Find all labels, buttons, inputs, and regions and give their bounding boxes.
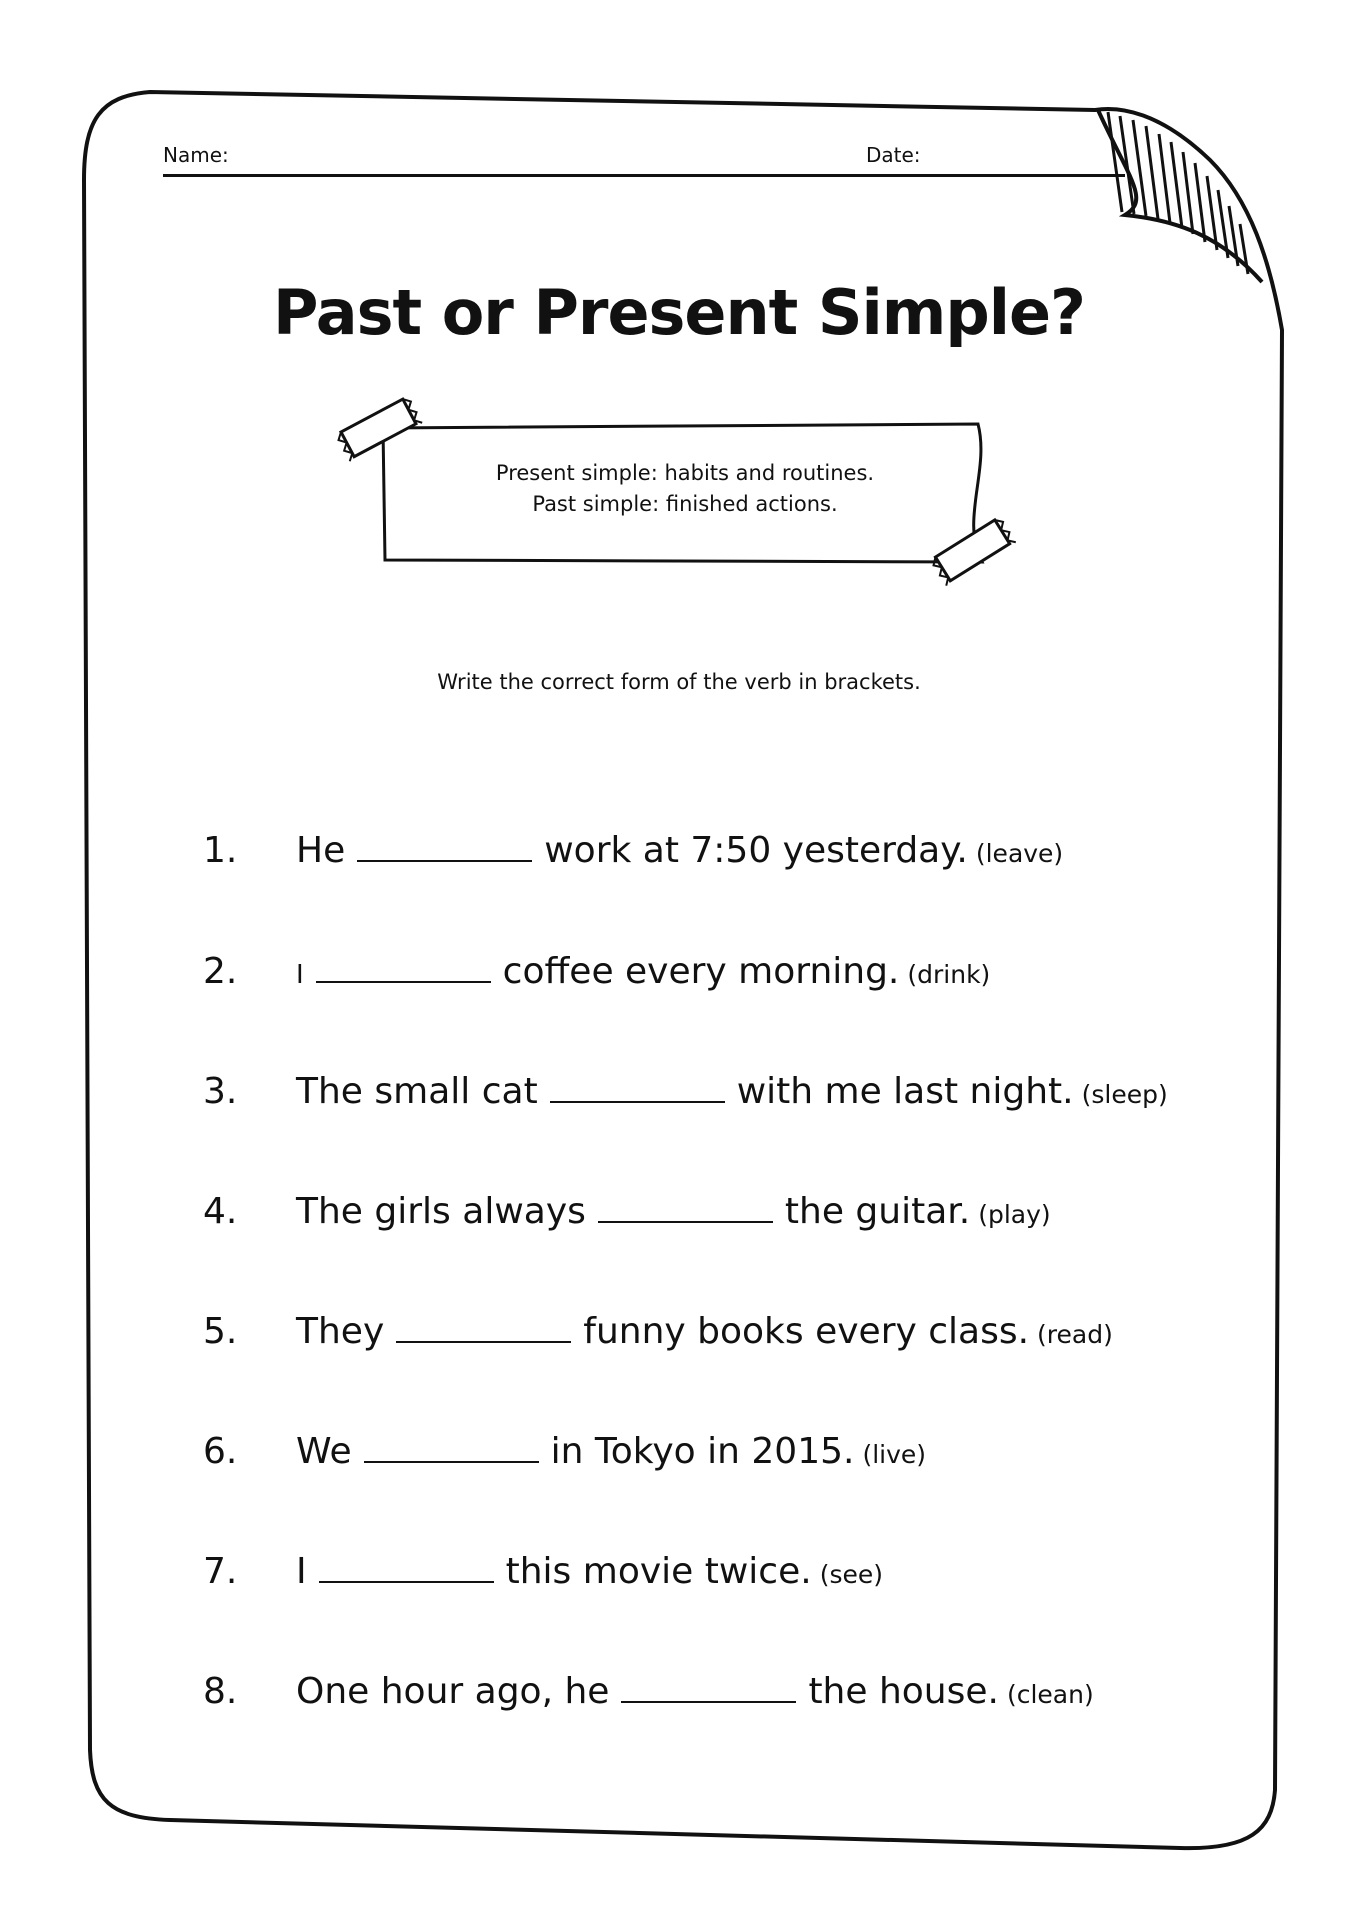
header-rule	[163, 174, 1125, 177]
verb-hint: (drink)	[907, 960, 991, 989]
question-sentence	[296, 951, 990, 992]
question-before: The girls always	[296, 1191, 586, 1232]
answer-blank[interactable]	[598, 1191, 773, 1223]
question-after: the house.	[808, 1671, 999, 1712]
question-item	[0, 830, 1358, 890]
verb-hint: (play)	[978, 1200, 1051, 1229]
question-sentence	[296, 1071, 1168, 1112]
question-before: He	[296, 830, 346, 871]
question-sentence	[296, 1431, 926, 1472]
answer-blank[interactable]	[319, 1551, 494, 1583]
question-after: the guitar.	[784, 1191, 971, 1232]
question-after: in Tokyo in 2015.	[550, 1431, 855, 1472]
instruction-text: Write the correct form of the verb in brackets.	[437, 670, 921, 694]
verb-hint: (see)	[819, 1560, 883, 1589]
question-item	[0, 1431, 1358, 1491]
verb-hint: (leave)	[975, 839, 1064, 868]
question-item	[0, 1551, 1358, 1611]
question-after: coffee every morning.	[502, 951, 900, 992]
answer-blank[interactable]	[621, 1671, 796, 1703]
question-after: work at 7:50 yesterday.	[544, 830, 968, 871]
question-item	[0, 1311, 1358, 1371]
question-item	[0, 1071, 1358, 1131]
question-before: We	[296, 1431, 352, 1472]
page-title: Past or Present Simple?	[272, 276, 1086, 349]
answer-blank[interactable]	[550, 1071, 725, 1103]
question-before: I	[296, 960, 304, 990]
answer-blank[interactable]	[396, 1311, 571, 1343]
question-item	[0, 1191, 1358, 1251]
question-number: 5.	[203, 1311, 238, 1352]
verb-hint: (sleep)	[1081, 1080, 1168, 1109]
question-sentence	[296, 1551, 883, 1592]
answer-blank[interactable]	[357, 830, 532, 862]
question-sentence	[296, 1191, 1051, 1232]
name-label: Name:	[163, 143, 229, 167]
question-number: 7.	[203, 1551, 238, 1592]
question-item	[0, 1671, 1358, 1731]
question-number: 6.	[203, 1431, 238, 1472]
question-after: with me last night.	[736, 1071, 1074, 1112]
question-sentence	[296, 1671, 1094, 1712]
note-text	[390, 458, 980, 520]
question-number: 1.	[203, 830, 238, 871]
question-sentence	[296, 1311, 1113, 1352]
question-item	[0, 951, 1358, 1011]
question-number: 8.	[203, 1671, 238, 1712]
answer-blank[interactable]	[316, 951, 491, 983]
question-number: 4.	[203, 1191, 238, 1232]
verb-hint: (clean)	[1006, 1680, 1094, 1709]
question-after: this movie twice.	[505, 1551, 812, 1592]
verb-hint: (read)	[1037, 1320, 1113, 1349]
verb-hint: (live)	[862, 1440, 927, 1469]
note-line-past: Past simple: finished actions.	[532, 492, 838, 516]
question-before: I	[296, 1551, 307, 1592]
question-number: 3.	[203, 1071, 238, 1112]
note-line-present: Present simple: habits and routines.	[495, 461, 875, 485]
date-label: Date:	[866, 143, 921, 167]
question-number: 2.	[203, 951, 238, 992]
question-sentence	[296, 830, 1063, 871]
question-before: They	[296, 1311, 385, 1352]
question-before: The small cat	[296, 1071, 538, 1112]
question-before: One hour ago, he	[296, 1671, 610, 1712]
question-after: funny books every class.	[583, 1311, 1030, 1352]
answer-blank[interactable]	[364, 1431, 539, 1463]
